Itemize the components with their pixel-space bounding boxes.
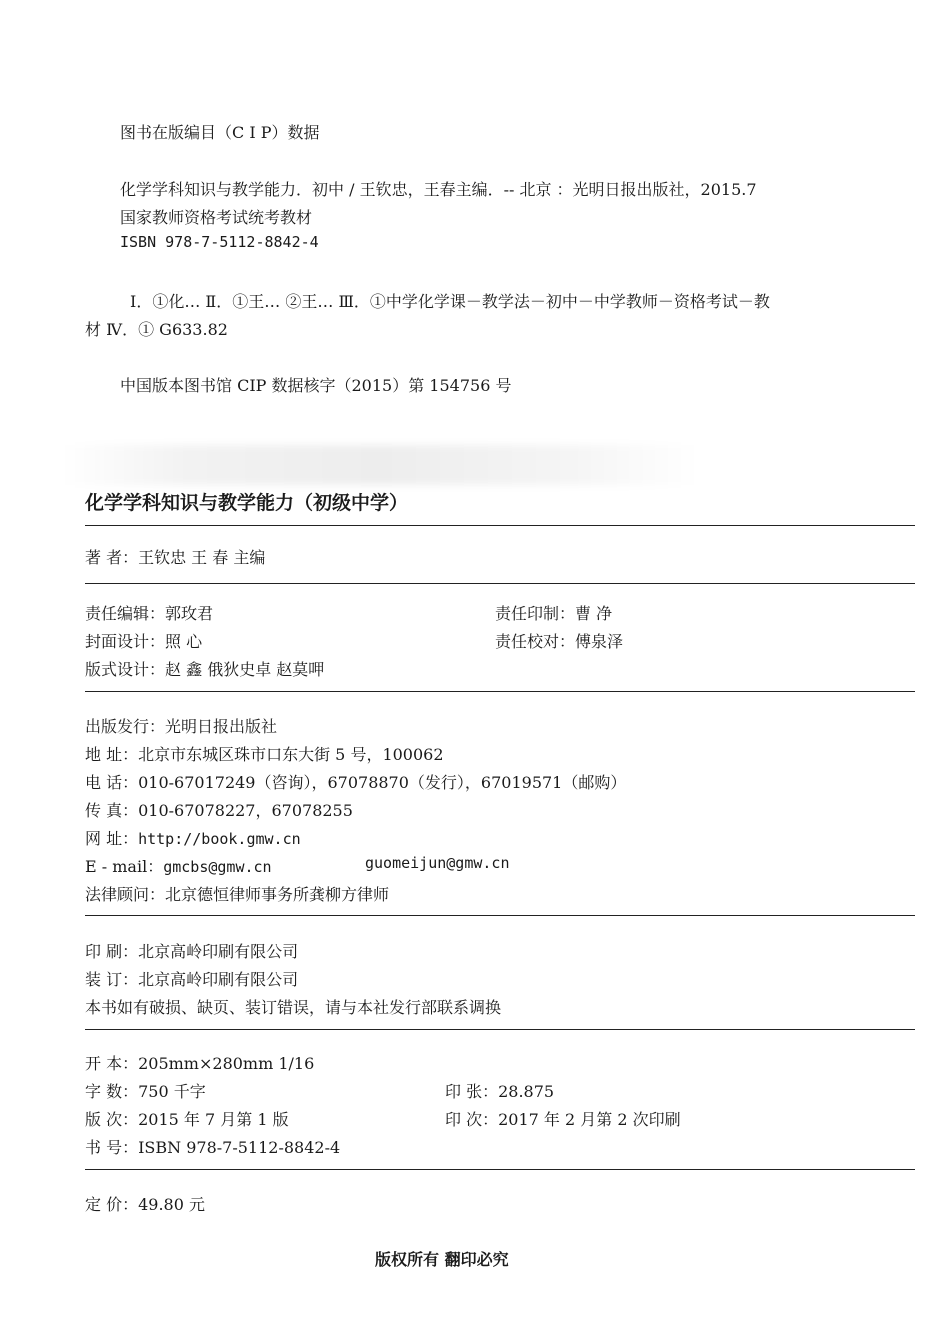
isbn-value: ISBN 978-7-5112-8842-4: [138, 1138, 341, 1157]
price-label: 定 价：: [85, 1195, 139, 1214]
author-value: 王钦忠 王 春 主编: [138, 548, 266, 567]
printer-value: 北京高岭印刷有限公司: [138, 942, 299, 961]
email-value-1: gmcbs@gmw.cn: [163, 858, 272, 876]
cip-classification-line-1: Ⅰ．①化… Ⅱ．①王… ②王… Ⅲ．①中学化学课－教学法－初中－中学教师－资格考试－教: [130, 292, 770, 311]
address-row: [85, 742, 444, 765]
editor-row: [85, 601, 213, 624]
book-title: 化学学科知识与教学能力（初级中学）: [85, 492, 409, 514]
cover-design-row: [85, 629, 202, 652]
impression-label: 印 次：: [445, 1110, 499, 1129]
divider: [85, 915, 915, 916]
phone-value: 010-67017249（咨询），67078870（发行），67019571（邮购）: [138, 773, 627, 792]
cip-classification-line-2: 材 Ⅳ．① G633.82: [85, 320, 228, 339]
divider: [85, 691, 915, 692]
email-row: [85, 854, 272, 877]
format-label: 开 本：: [85, 1054, 139, 1073]
edition-label: 版 次：: [85, 1110, 139, 1129]
cip-verification-line: 中国版本图书馆 CIP 数据核字（2015）第 154756 号: [120, 376, 512, 395]
cip-series-line: 国家教师资格考试统考教材: [120, 208, 313, 227]
author-label: 著 者：: [85, 548, 139, 567]
print-manager-row: [495, 601, 612, 624]
binder-label: 装 订：: [85, 970, 139, 989]
website-row: [85, 826, 301, 849]
fax-value: 010-67078227，67078255: [138, 801, 353, 820]
print-manager-label: 责任印制：: [495, 604, 576, 623]
word-count-value: 750 千字: [138, 1082, 206, 1101]
edition-row: [85, 1107, 289, 1130]
proofreader-row: [495, 629, 623, 652]
price-row: [85, 1192, 205, 1215]
format-row: [85, 1051, 314, 1074]
email-value-2: guomeijun@gmw.cn: [365, 854, 510, 872]
print-manager-value: 曹 净: [575, 604, 613, 623]
email-label: E - mail：: [85, 857, 164, 876]
legal-counsel-row: [85, 882, 389, 905]
printer-label: 印 刷：: [85, 942, 139, 961]
editor-label: 责任编辑：: [85, 604, 166, 623]
divider: [85, 1169, 915, 1170]
word-count-label: 字 数：: [85, 1082, 139, 1101]
address-value: 北京市东城区珠市口东大街 5 号，100062: [138, 745, 444, 764]
fax-row: [85, 798, 353, 821]
edition-value: 2015 年 7 月第 1 版: [138, 1110, 289, 1129]
proofreader-value: 傅泉泽: [575, 632, 624, 651]
cover-design-label: 封面设计：: [85, 632, 166, 651]
sheets-label: 印 张：: [445, 1082, 499, 1101]
editor-value: 郭玫君: [165, 604, 214, 623]
price-value: 49.80 元: [138, 1195, 205, 1214]
proofreader-label: 责任校对：: [495, 632, 576, 651]
publisher-label: 出版发行：: [85, 717, 166, 736]
isbn-label: 书 号：: [85, 1138, 139, 1157]
website-label: 网 址：: [85, 829, 139, 848]
word-count-row: [85, 1079, 206, 1102]
impression-row: [445, 1107, 681, 1130]
defect-notice: 本书如有破损、缺页、装订错误，请与本社发行部联系调换: [85, 998, 502, 1017]
cip-isbn-line: ISBN 978-7-5112-8842-4: [120, 233, 319, 251]
publisher-row: [85, 714, 277, 737]
phone-label: 电 话：: [85, 773, 139, 792]
address-label: 地 址：: [85, 745, 139, 764]
website-value: http://book.gmw.cn: [138, 830, 301, 848]
legal-counsel-value: 北京德恒律师事务所龚柳方律师: [165, 885, 390, 904]
binder-row: [85, 967, 298, 990]
fax-label: 传 真：: [85, 801, 139, 820]
cip-description-line: 化学学科知识与教学能力．初中 / 王钦忠，王春主编．-- 北京 ：光明日报出版社，2015.7: [120, 180, 757, 199]
sheets-value: 28.875: [498, 1082, 555, 1101]
binder-value: 北京高岭印刷有限公司: [138, 970, 299, 989]
copyright-notice: 版权所有 翻印必究: [375, 1250, 509, 1269]
sheets-row: [445, 1079, 554, 1102]
isbn-row: [85, 1135, 340, 1158]
publisher-value: 光明日报出版社: [165, 717, 278, 736]
cover-design-value: 照 心: [165, 632, 203, 651]
author-row: [85, 545, 265, 568]
divider: [85, 1029, 915, 1030]
layout-design-label: 版式设计：: [85, 660, 166, 679]
phone-row: [85, 770, 626, 793]
printer-row: [85, 939, 298, 962]
bleed-through-mark: [60, 445, 700, 485]
format-value: 205mm×280mm 1/16: [138, 1054, 315, 1073]
divider: [85, 583, 915, 584]
divider: [85, 525, 915, 526]
cip-heading: 图书在版编目（C I P）数据: [120, 123, 320, 142]
layout-design-value: 赵 鑫 俄狄史卓 赵莫呷: [165, 660, 325, 679]
layout-design-row: [85, 657, 324, 680]
legal-counsel-label: 法律顾问：: [85, 885, 166, 904]
impression-value: 2017 年 2 月第 2 次印刷: [498, 1110, 681, 1129]
